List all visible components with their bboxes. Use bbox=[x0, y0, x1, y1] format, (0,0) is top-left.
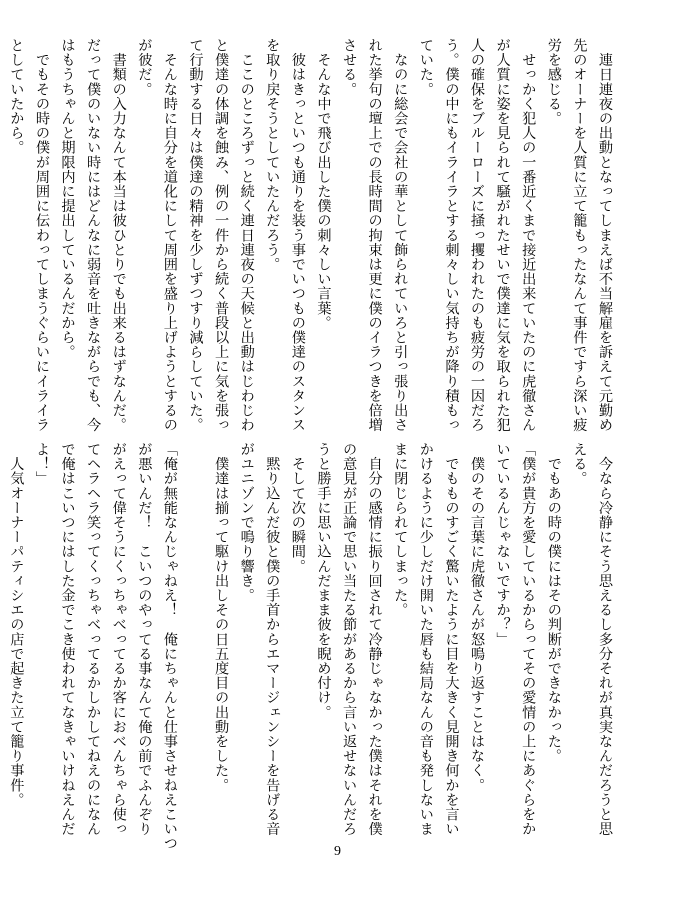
text-line: せっかく犯人の一番近くまで接近出来ていたのに虎徹さん bbox=[520, 38, 537, 433]
text-line: が悪いんだ！ こいつのやってる事なんて俺の前でふんぞり bbox=[136, 442, 153, 837]
text-line: 僕のその言葉に虎徹さんが怒鳴り返すことはなく。 bbox=[469, 442, 486, 793]
text-line: させる。 bbox=[341, 38, 358, 97]
text-line: はもうちゃんと期限内に提出しているんだから。 bbox=[59, 38, 76, 360]
text-line: で俺はこいつにはした金でこき使われてなきゃいけねえんだ bbox=[59, 442, 76, 837]
text-line: 労を感じる。 bbox=[545, 38, 562, 126]
text-line bbox=[0, 38, 3, 408]
text-line bbox=[0, 442, 3, 812]
text-line: そして次の瞬間。 bbox=[289, 442, 306, 574]
text-line: 人の確保をブルーローズに掻っ攫われたのも疲労の一因だろ bbox=[469, 38, 486, 433]
text-line: でもその時の僕が周囲に伝わってしまうぐらいにイライラ bbox=[33, 38, 50, 433]
text-line: そんな時に自分を道化にして周囲を盛り上げようとするの bbox=[161, 38, 178, 433]
text-line: いているんじゃないですか？」 bbox=[494, 442, 511, 647]
text-line: 僕達は揃って駆け出しその日五度目の出動をした。 bbox=[213, 442, 230, 793]
text-line: まに閉じられてしまった。 bbox=[392, 442, 409, 618]
upper-text-block bbox=[0, 38, 617, 433]
text-line: ここのところずっと続く連日連夜の天候と出動はじわじわ bbox=[238, 38, 255, 433]
text-line: としていたから。 bbox=[8, 38, 25, 155]
text-line: てヘラヘラ笑ってくっちゃべってるかしかしてねえのになん bbox=[85, 442, 102, 837]
text-line: うと勝手に思い込んだまま彼を睨め付け。 bbox=[315, 442, 332, 720]
text-line: かけるように少しだけ開いた唇も結局なんの音も発しないま bbox=[417, 442, 434, 837]
text-line: 今なら冷静にそう思えるし多分それが真実なんだろうと思 bbox=[597, 442, 613, 837]
text-line: う。僕の中にもイライラとする刺々しい気持ちが降り積もっ bbox=[443, 38, 460, 433]
text-line: 「僕が貴方を愛しているからってその愛情の上にあぐらをか bbox=[520, 442, 537, 837]
text-line: 黙り込んだ彼と僕の手首からエマージェンシーを告げる音 bbox=[264, 442, 281, 837]
text-line: そんな中で飛び出した僕の刺々しい言葉。 bbox=[315, 38, 332, 330]
text-line: 彼はきっといつも通りを装う事でいつもの僕達のスタンス bbox=[289, 38, 306, 433]
text-line: 人気オーナーパティシエの店で起きた立て籠り事件。 bbox=[8, 442, 25, 807]
text-line: がユニゾンで鳴り響き。 bbox=[238, 442, 255, 603]
text-line: 自分の感情に振り回されて冷静じゃなかった僕はそれを僕 bbox=[366, 442, 383, 837]
text-line: 「俺が無能なんじゃねえ！ 俺にちゃんと仕事させねえこいつ bbox=[161, 442, 178, 851]
text-line: 先のオーナーを人質に立て籠もったなんて事件ですら深い疲 bbox=[571, 38, 588, 433]
text-line: 書類の入力なんて本当は彼ひとりでも出来るはずなんだ。 bbox=[110, 38, 127, 433]
text-line: なのに総会で会社の華として飾られていろと引っ張り出さ bbox=[392, 38, 409, 433]
text-line: でもあの時の僕にはその判断ができなかった。 bbox=[545, 442, 562, 764]
text-line: でもものすごく驚いたように目を大きく見開き何かを言い bbox=[443, 442, 460, 837]
text-line bbox=[182, 442, 208, 812]
text-line: れた挙句の壇上での長時間の拘束は更に僕のイラつきを倍増 bbox=[366, 38, 383, 433]
text-line: が彼だ。 bbox=[136, 38, 153, 97]
text-line: と僕達の体調を蝕み、例の一件から続く普段以上に気を張っ bbox=[213, 38, 230, 433]
text-line: ていた。 bbox=[417, 38, 434, 97]
lower-text-block bbox=[0, 442, 617, 851]
text-line: が人質に姿を見られて騒がれたせいで僕達に気を取られた犯 bbox=[494, 38, 511, 433]
text-line: 連日連夜の出動となってしまえば不当解雇を訴えて元勤め bbox=[597, 38, 613, 433]
text-line: て行動する日々は僕達の精神を少しずつすり減らしていた。 bbox=[187, 38, 204, 433]
text-line: よ！」 bbox=[33, 442, 50, 486]
text-line: だって僕のいない時にはどんなに弱音を吐きながらでも、今 bbox=[85, 38, 102, 433]
text-line: を取り戻そうとしていたんだろう。 bbox=[264, 38, 281, 272]
page-number: 9 bbox=[334, 844, 341, 859]
text-line: がえって偉そうにくっちゃべってるか客におべんちゃら使っ bbox=[110, 442, 127, 837]
text-line: える。 bbox=[571, 442, 588, 486]
text-line: の意見が正論で思い当たる節があるから言い返せないんだろ bbox=[341, 442, 358, 837]
